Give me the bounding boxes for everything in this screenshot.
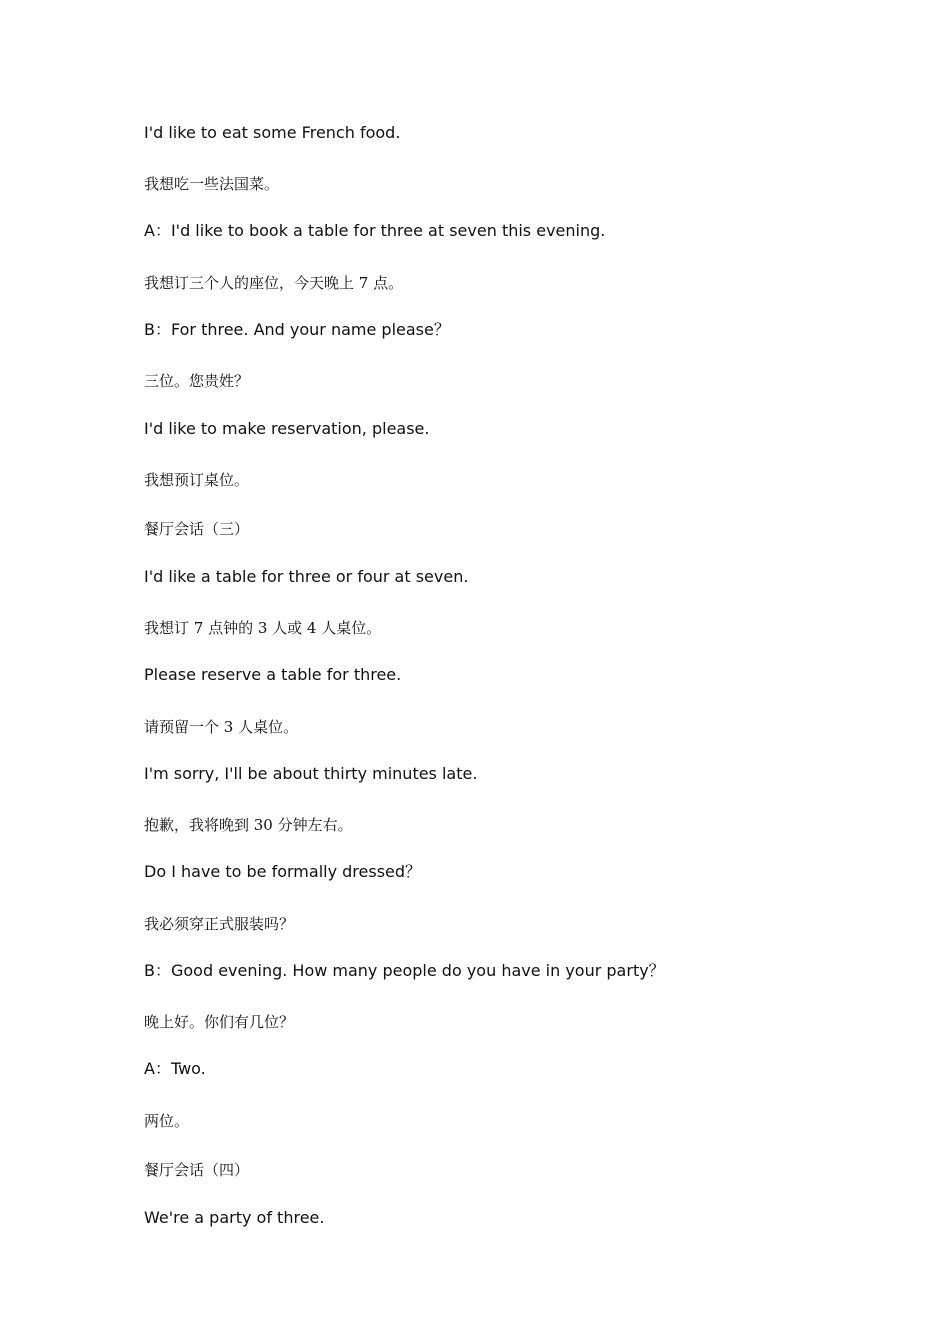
text-line-chinese: 我必须穿正式服装吗？: [144, 915, 295, 933]
text-line-english: We're a party of three.: [144, 1208, 325, 1227]
text-line-chinese: 晚上好。你们有几位？: [144, 1013, 295, 1031]
text-line-chinese: 我想预订桌位。: [144, 471, 250, 489]
dialogue-line-b: B：Good evening. How many people do you have in your party？: [144, 961, 665, 980]
text-line-chinese: 我想吃一些法国菜。: [144, 175, 280, 193]
text-line-english: I'd like a table for three or four at seven.: [144, 567, 469, 586]
dialogue-line-a: A：Two.: [144, 1059, 206, 1078]
text-line-english: Please reserve a table for three.: [144, 665, 402, 684]
text-line-chinese: 我想订 7 点钟的 3 人或 4 人桌位。: [144, 619, 382, 637]
text-line-english: I'd like to make reservation, please.: [144, 419, 430, 438]
text-line-english: I'd like to eat some French food.: [144, 123, 401, 142]
dialogue-line-a: A：I'd like to book a table for three at seven this evening.: [144, 221, 606, 240]
dialogue-line-b: B：For three. And your name please？: [144, 320, 450, 339]
text-line-chinese: 三位。您贵姓？: [144, 372, 250, 390]
text-line-chinese: 两位。: [144, 1112, 190, 1130]
text-line-english: I'm sorry, I'll be about thirty minutes late.: [144, 764, 478, 783]
section-heading: 餐厅会话（三）: [144, 520, 250, 538]
section-heading: 餐厅会话（四）: [144, 1161, 250, 1179]
text-line-chinese: 抱歉，我将晚到 30 分钟左右。: [144, 816, 353, 834]
text-line-chinese: 我想订三个人的座位，今天晚上 7 点。: [144, 274, 404, 292]
text-line-english: Do I have to be formally dressed？: [144, 862, 422, 881]
text-line-chinese: 请预留一个 3 人桌位。: [144, 718, 299, 736]
